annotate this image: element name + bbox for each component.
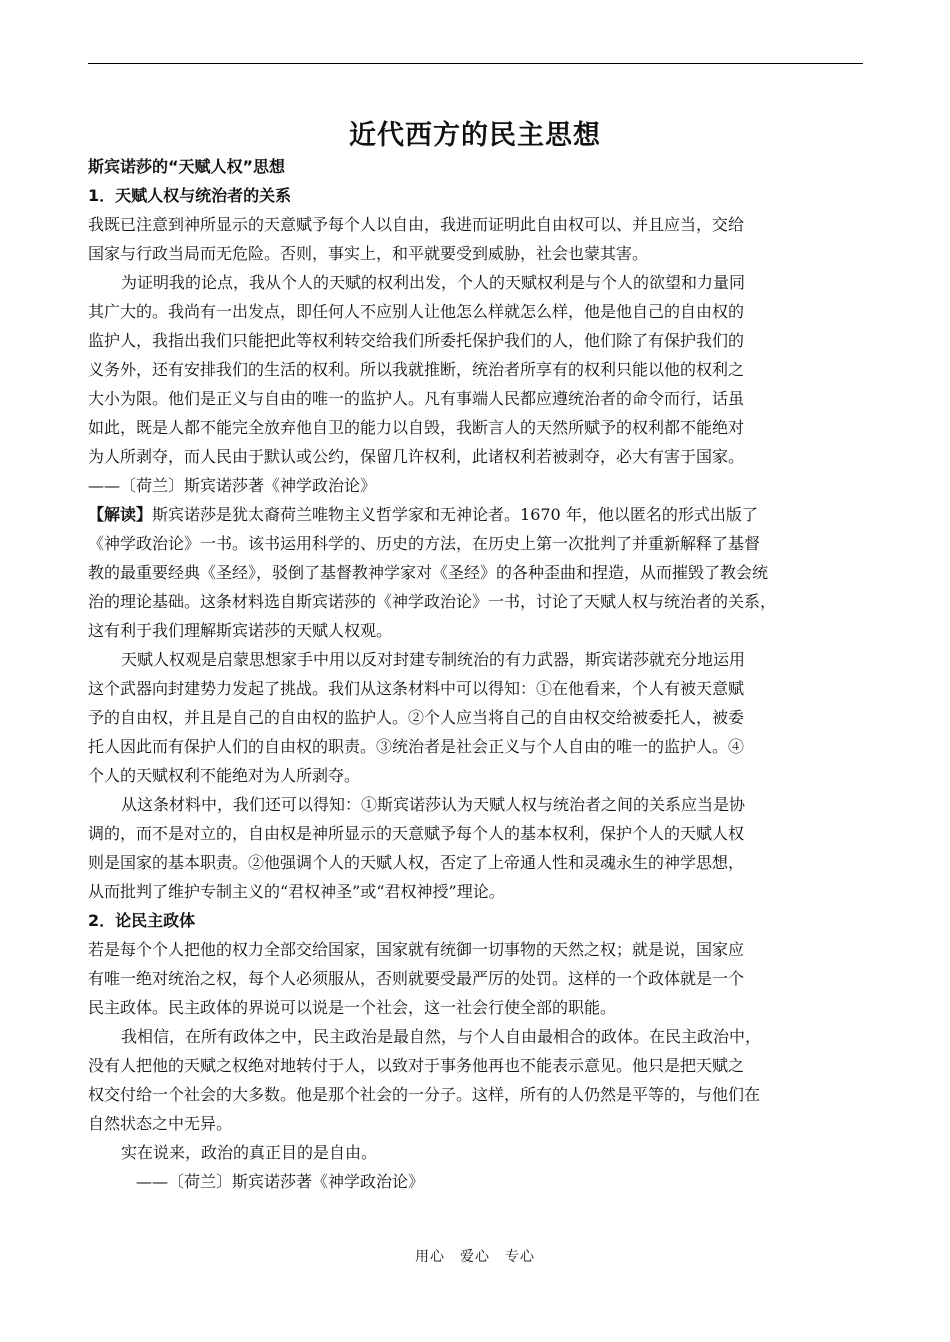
analysis-line: 从而批判了维护专制主义的“君权神圣”或“君权神授”理论。 [88,882,505,901]
section-heading: 斯宾诺莎的“天赋人权”思想 [88,157,286,176]
quote-line: 为人所剥夺，而人民由于默认或公约，保留几许权利，此诸权利若被剥夺，必大有害于国家。 [88,447,745,466]
quote-line: 如此，既是人都不能完全放弃他自卫的能力以自毁，我断言人的天然所赋予的权利都不能绝对 [88,418,745,437]
quote-line: 民主政体。民主政体的界说可以说是一个社会，这一社会行使全部的职能。 [88,998,617,1017]
analysis-line: 则是国家的基本职责。②他强调个人的天赋人权，否定了上帝通人性和灵魂永生的神学思想， [88,853,745,872]
quote-line: 我相信，在所有政体之中，民主政治是最自然，与个人自由最相合的政体。在民主政治中， [121,1027,762,1046]
quote-line: 实在说来，政治的真正目的是自由。 [121,1143,378,1162]
quote-line: 若是每个个人把他的权力全部交给国家，国家就有统御一切事物的天然之权；就是说，国家应 [88,940,745,959]
analysis-text: 斯宾诺莎是犹太裔荷兰唯物主义哲学家和无神论者。1670 年，他以匿名的形式出版了 [152,505,758,524]
part1-heading: 1．天赋人权与统治者的关系 [88,186,292,205]
analysis-line: 教的最重要经典《圣经》，驳倒了基督教神学家对《圣经》的各种歪曲和捏造，从而摧毁了教会统 [88,563,769,582]
quote-line: 其广大的。我尚有一出发点，即任何人不应别人让他怎么样就怎么样，他是他自己的自由权的 [88,302,745,321]
quote-line: 有唯一绝对统治之权，每个人必须服从，否则就要受最严厉的处罚。这样的一个政体就是一个 [88,969,745,988]
attribution: ——〔荷兰〕斯宾诺莎著《神学政治论》 [88,476,377,495]
document-body [88,152,864,1196]
quote-line: 大小为限。他们是正义与自由的唯一的监护人。凡有事端人民都应遵统治者的命令而行，话虽 [88,389,745,408]
quote-line: 自然状态之中无异。 [88,1114,233,1133]
quote-line: 义务外，还有安排我们的生活的权利。所以我就推断，统治者所享有的权利只能以他的权利之 [88,360,745,379]
analysis-line: 予的自由权，并且是自己的自由权的监护人。②个人应当将自己的自由权交给被委托人，被委 [88,708,745,727]
page-title: 近代西方的民主思想 [349,120,601,151]
analysis-line: 从这条材料中，我们还可以得知：①斯宾诺莎认为天赋人权与统治者之间的关系应当是协 [121,795,746,814]
page-footer: 用心 爱心 专心 [415,1249,535,1265]
part2-heading: 2．论民主政体 [88,911,196,930]
analysis-line [88,500,864,529]
analysis-line: 这个武器向封建势力发起了挑战。我们从这条材料中可以得知：①在他看来，个人有被天意赋 [88,679,745,698]
analysis-label: 【解读】 [88,505,153,524]
analysis-line: 个人的天赋权利不能绝对为人所剥夺。 [88,766,361,785]
quote-line: 没有人把他的天赋之权绝对地转付于人，以致对于事务他再也不能表示意见。他只是把天赋之 [88,1056,745,1075]
quote-line: 为证明我的论点，我从个人的天赋的权利出发，个人的天赋权利是与个人的欲望和力量同 [121,273,746,292]
analysis-line: 天赋人权观是启蒙思想家手中用以反对封建专制统治的有力武器，斯宾诺莎就充分地运用 [121,650,746,669]
header-rule [88,63,863,64]
quote-line: 我既已注意到神所显示的天意赋予每个人以自由，我进而证明此自由权可以、并且应当，交给 [88,215,745,234]
quote-line: 权交付给一个社会的大多数。他是那个社会的一分子。这样，所有的人仍然是平等的，与他们在 [88,1085,761,1104]
attribution: ——〔荷兰〕斯宾诺莎著《神学政治论》 [136,1172,425,1191]
analysis-line: 这有利于我们理解斯宾诺莎的天赋人权观。 [88,621,393,640]
analysis-line: 调的，而不是对立的，自由权是神所显示的天意赋予每个人的基本权利，保护个人的天赋人权 [88,824,745,843]
quote-line: 国家与行政当局而无危险。否则，事实上，和平就要受到威胁，社会也蒙其害。 [88,244,649,263]
analysis-line: 《神学政治论》一书。该书运用科学的、历史的方法，在历史上第一次批判了并重新解释了基督 [88,534,761,553]
analysis-line: 治的理论基础。这条材料选自斯宾诺莎的《神学政治论》一书，讨论了天赋人权与统治者的关系， [88,592,777,611]
analysis-line: 托人因此而有保护人们的自由权的职责。③统治者是社会正义与个人自由的唯一的监护人。④ [88,737,745,756]
quote-line: 监护人，我指出我们只能把此等权利转交给我们所委托保护我们的人，他们除了有保护我们的 [88,331,745,350]
